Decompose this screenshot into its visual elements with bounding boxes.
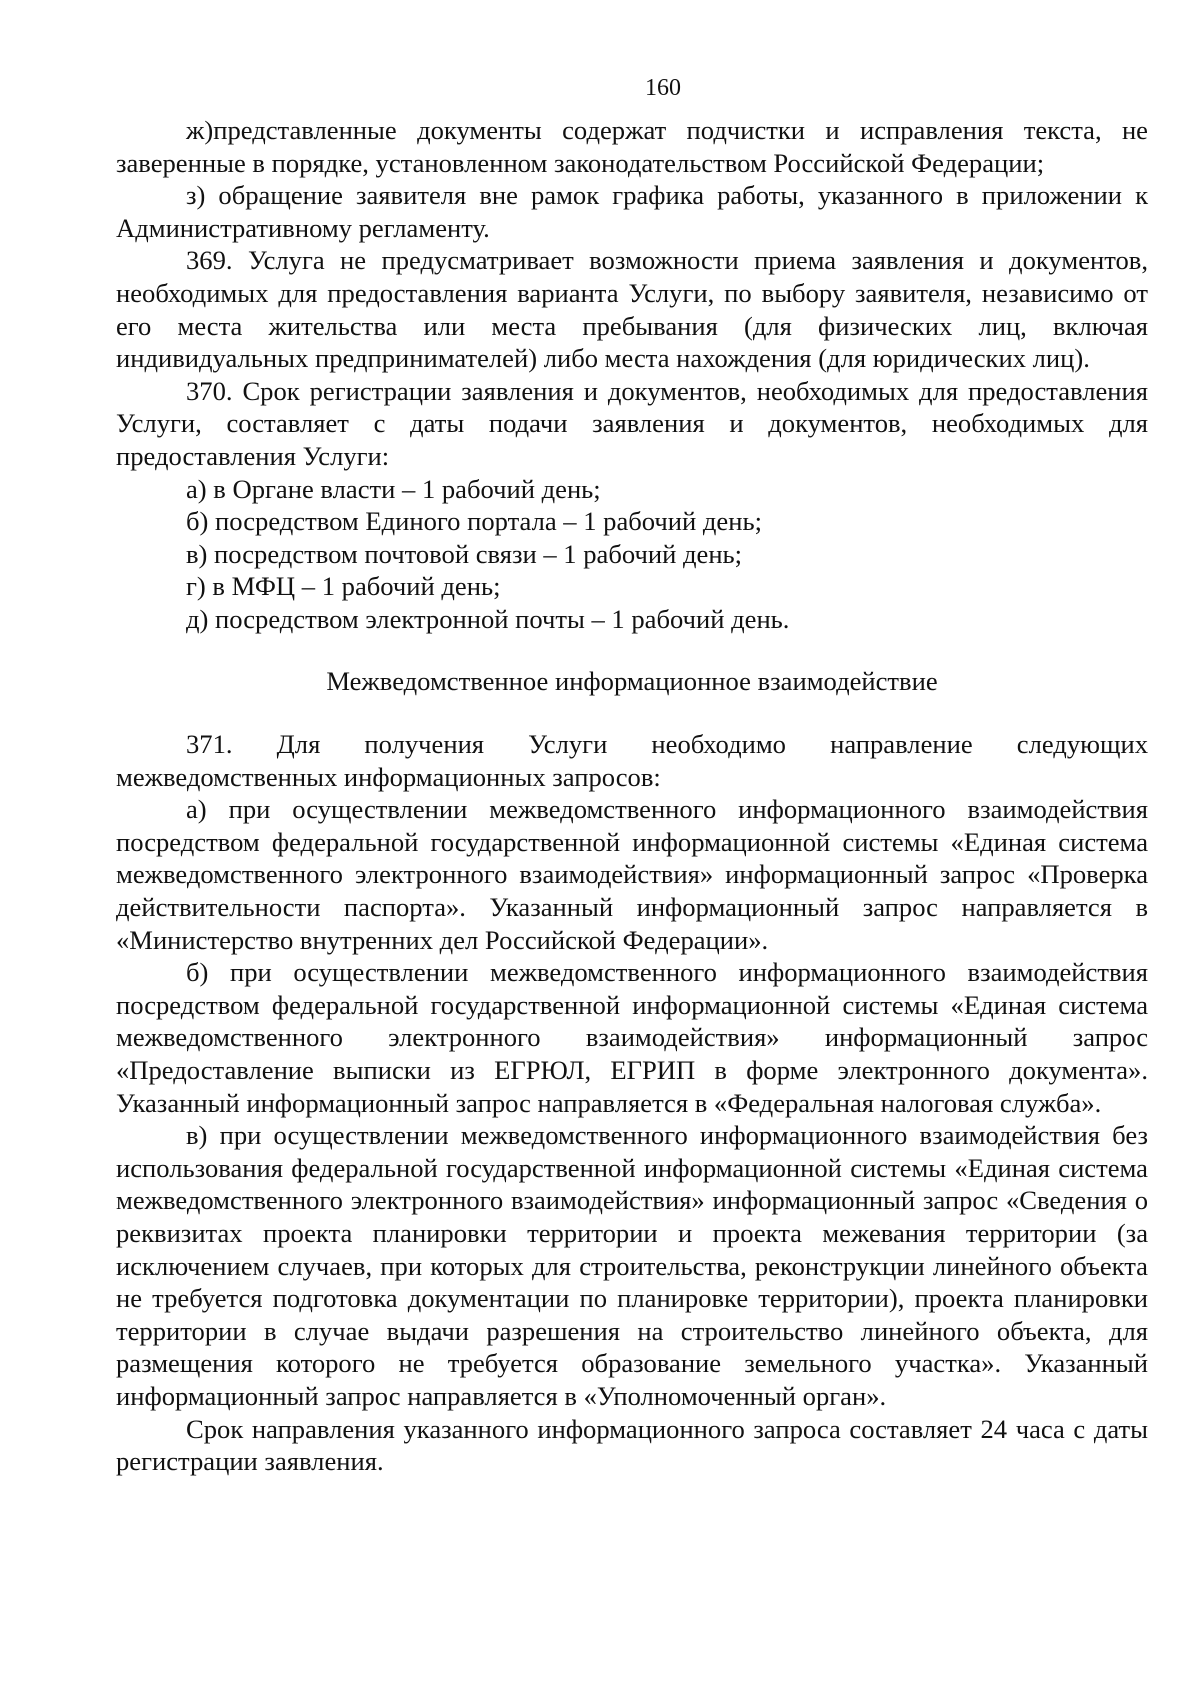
paragraph-request-deadline: Срок направления указанного информационного запроса составляет 24 часа с даты регистрации заявления.: [116, 1413, 1148, 1477]
list-item-a: а) в Органе власти – 1 рабочий день;: [186, 473, 601, 504]
paragraph-371-a: а) при осуществлении межведомственного информационного взаимодействия посредством федеральной государственной информационной системы «Единая система межведомственного электронного взаимодействия» информационный запрос «Проверка действительности паспорта». Указанный информационный запрос направляется в «Министерство внутренних дел Российской Федерации».: [116, 794, 1148, 955]
paragraph-371-v: в) при осуществлении межведомственного информационного взаимодействия без использования федеральной государственной информационной системы «Единая система межведомственного электронного взаимодействия» информационный запрос «Сведения о реквизитах проекта планировки территории и проекта межевания территории (за исключением случаев, при которых для строительства, реконструкции линейного объекта не требуется подготовка документации по планировке территории), проекта планировки территории в случае выдачи разрешения на строительство линейного объекта, для размещения которого не требуется образование земельного участка». Указанный информационный запрос направляется в «Уполномоченный орган».: [116, 1120, 1148, 1411]
page-number: 160: [645, 75, 681, 101]
list-item-d: д) посредством электронной почты – 1 рабочий день.: [186, 603, 790, 634]
section-heading: Межведомственное информационное взаимодействие: [326, 665, 938, 696]
paragraph-370: 370. Срок регистрации заявления и документов, необходимых для предоставления Услуги, составляет с даты подачи заявления и документов, необходимых для предоставления Услуги:: [116, 375, 1148, 471]
list-item-b: б) посредством Единого портала – 1 рабочий день;: [186, 506, 762, 537]
paragraph-zh: ж)представленные документы содержат подчистки и исправления текста, не заверенные в порядке, установленном законодательством Российской Федерации;: [116, 115, 1148, 178]
list-item-v: в) посредством почтовой связи – 1 рабочий день;: [186, 538, 743, 569]
paragraph-371-b: б) при осуществлении межведомственного информационного взаимодействия посредством федеральной государственной информационной системы «Единая система межведомственного электронного взаимодействия» информационный запрос «Предоставление выписки из ЕГРЮЛ, ЕГРИП в форме электронного документа». Указанный информационный запрос направляется в «Федеральная налоговая служба».: [116, 957, 1148, 1118]
paragraph-369: 369. Услуга не предусматривает возможности приема заявления и документов, необходимых для предоставления варианта Услуги, по выбору заявителя, независимо от его места жительства или места пребывания (для физических лиц, включая индивидуальных предпринимателей) либо места нахождения (для юридических лиц).: [116, 245, 1148, 374]
paragraph-371: 371. Для получения Услуги необходимо направление следующих межведомственных информационных запросов:: [116, 729, 1148, 792]
list-item-g: г) в МФЦ – 1 рабочий день;: [186, 571, 501, 602]
paragraph-z: з) обращение заявителя вне рамок графика работы, указанного в приложении к Административному регламенту.: [116, 180, 1148, 243]
